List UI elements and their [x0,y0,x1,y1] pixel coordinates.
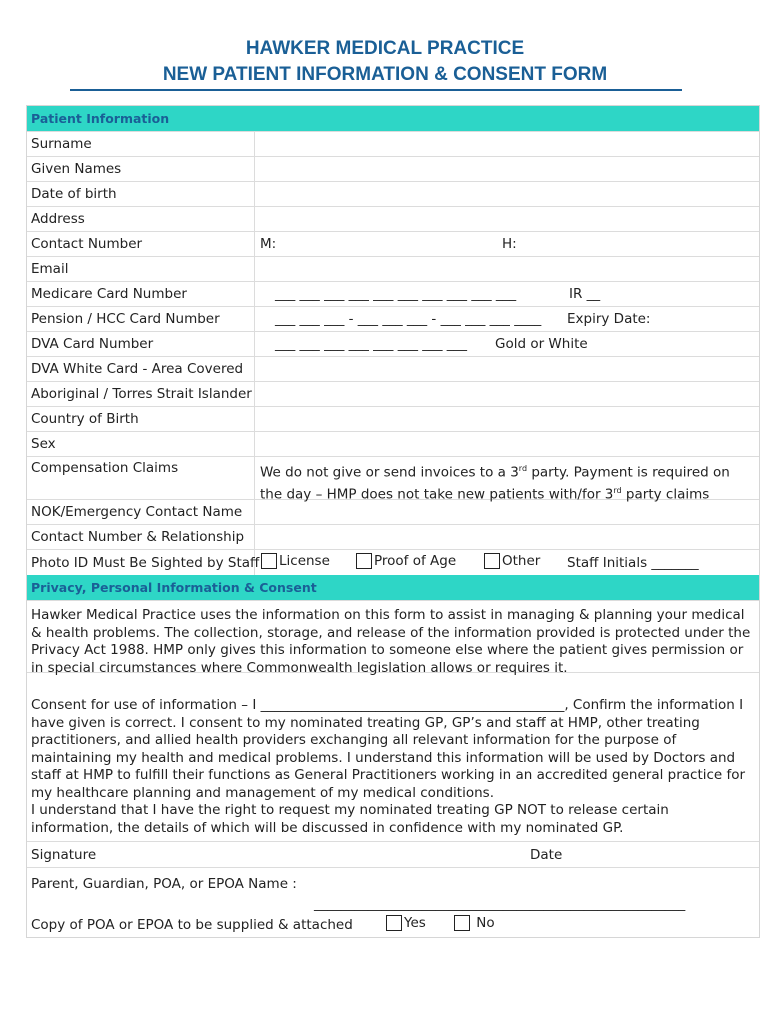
medicare-ir: IR __ [569,286,601,302]
date-label: Date [530,846,563,863]
expiry-date-label: Expiry Date: [567,311,651,327]
patient-information-header: Patient Information [27,106,759,131]
dob-field[interactable] [255,182,759,206]
dva-white-label: DVA White Card - Area Covered [27,357,255,381]
form-title: NEW PATIENT INFORMATION & CONSENT FORM [162,64,608,85]
email-row [27,256,759,281]
dva-white-field[interactable] [255,357,759,381]
guardian-name-line[interactable]: _______________________________________________________ [314,896,686,912]
address-row [27,206,759,231]
photo-id-options [255,550,759,575]
contact-relationship-label: Contact Number & Relationship [27,525,255,549]
pension-row [27,306,759,331]
license-label: License [279,553,330,569]
consent-block [27,672,759,841]
signature-row [27,841,759,867]
guardian-label: Parent, Guardian, POA, or EPOA Name : [31,876,297,892]
dob-label: Date of birth [27,182,255,206]
signature-label: Signature [31,846,97,863]
aboriginal-label: Aboriginal / Torres Strait Islander [27,382,255,406]
poa-copy-label: Copy of POA or EPOA to be supplied & attached [31,917,353,933]
sex-row [27,431,759,456]
poa-no-label: No [476,915,495,931]
other-checkbox[interactable] [484,553,500,569]
nok-row [27,499,759,524]
given-names-row [27,156,759,181]
email-field[interactable] [255,257,759,281]
compensation-text: We do not give or send invoices to a 3rd party. Payment is required on the day – HMP does not take new patients with/for 3rd party claims [260,464,730,502]
privacy-section-header: Privacy, Personal Information & Consent [27,575,759,600]
poa-yes-label: Yes [404,915,426,931]
given-names-field[interactable] [255,157,759,181]
surname-label: Surname [27,132,255,156]
medicare-field[interactable] [255,282,759,306]
license-checkbox[interactable] [261,553,277,569]
poa-yes-option[interactable] [386,915,426,933]
pension-label: Pension / HCC Card Number [27,307,255,331]
dva-label: DVA Card Number [27,332,255,356]
medicare-label: Medicare Card Number [27,282,255,306]
privacy-statement: Hawker Medical Practice uses the information on this form to assist in managing & planning your medical & health problems. The collection, storage, and release of the information provided is protected under the Privacy Act 1988. HMP only gives this information to someone else where the patient gives permission or in special circumstances where Commonwealth legislation allows or requires it. [27,600,759,672]
surname-field[interactable] [255,132,759,156]
medicare-row [27,281,759,306]
country-field[interactable] [255,407,759,431]
home-prefix: H: [502,236,517,252]
title-underline [70,89,682,91]
pension-field[interactable] [255,307,759,331]
contact-number-field[interactable] [255,232,759,256]
photo-id-label: Photo ID Must Be Sighted by Staff [27,550,255,575]
dva-white-row [27,356,759,381]
dva-blank: ___ ___ ___ ___ ___ ___ ___ ___ [275,336,468,352]
medicare-blank: ___ ___ ___ ___ ___ ___ ___ ___ ___ ___ [275,286,517,302]
aboriginal-row [27,381,759,406]
email-label: Email [27,257,255,281]
poa-no-checkbox[interactable] [454,915,470,931]
given-names-label: Given Names [27,157,255,181]
consent-form [26,105,760,938]
contact-number-label: Contact Number [27,232,255,256]
address-field[interactable] [255,207,759,231]
staff-initials[interactable]: Staff Initials _______ [567,555,699,571]
guardian-block [27,867,759,937]
photo-id-row [27,549,759,575]
consent-text: Consent for use of information – I _____________________________________________, Confirm the information I have given is correct. I consent to my nominated treating GP, GP’s and staff at HMP, other treating practitioners, and allied health providers exchanging all relevant information for the purpose of maintaining my health and medical problems. I understand this information will be used by Doctors and staff at HMP to fulfill their functions as General Practitioners working in an accredited general practice for my healthcare planning and management of my medical conditions. [31,697,746,801]
compensation-note [255,457,759,502]
country-label: Country of Birth [27,407,255,431]
nok-field[interactable] [255,500,759,524]
contact-number-row [27,231,759,256]
other-option[interactable] [484,553,540,569]
surname-row [27,131,759,156]
contact-relationship-row [27,524,759,549]
mobile-prefix: M: [260,236,277,252]
consent-right-text: I understand that I have the right to request my nominated treating GP NOT to release certain information, the details of which will be discussed in confidence with my nominated GP. [31,802,669,836]
proof-of-age-option[interactable] [356,553,456,569]
pension-blank: ___ ___ ___ - ___ ___ ___ - ___ ___ ___ ____ [275,311,542,327]
dva-row [27,331,759,356]
poa-yes-checkbox[interactable] [386,915,402,931]
address-label: Address [27,207,255,231]
compensation-row [27,456,759,502]
license-option[interactable] [261,553,330,569]
proof-of-age-checkbox[interactable] [356,553,372,569]
dva-field[interactable] [255,332,759,356]
country-row [27,406,759,431]
poa-no-option[interactable] [454,915,495,933]
nok-label: NOK/Emergency Contact Name [27,500,255,524]
other-label: Other [502,553,541,569]
aboriginal-field[interactable] [255,382,759,406]
compensation-label: Compensation Claims [27,457,255,499]
dva-options: Gold or White [495,336,588,352]
signature-field[interactable] [27,842,759,867]
sex-label: Sex [27,432,255,456]
contact-relationship-field[interactable] [255,525,759,549]
practice-name: HAWKER MEDICAL PRACTICE [245,38,525,59]
proof-of-age-label: Proof of Age [374,553,457,569]
dob-row [27,181,759,206]
sex-field[interactable] [255,432,759,456]
